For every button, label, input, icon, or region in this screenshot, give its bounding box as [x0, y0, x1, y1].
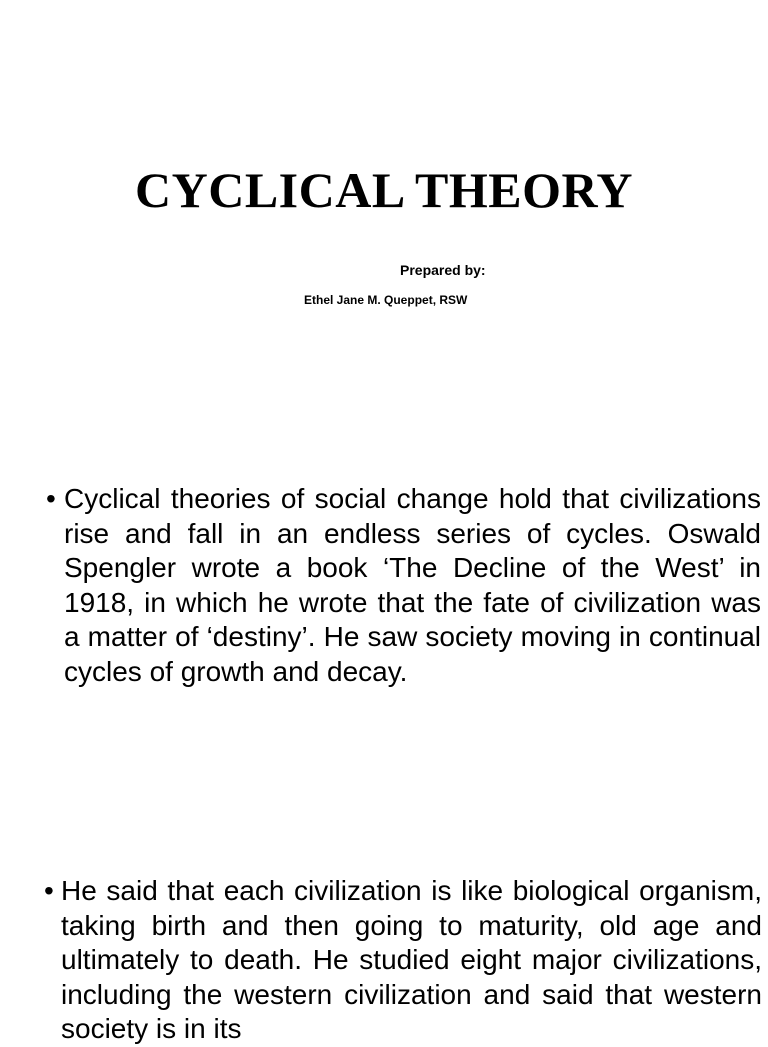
bullet-icon: •: [44, 875, 54, 906]
author-name: Ethel Jane M. Queppet, RSW: [304, 293, 468, 307]
bullet-text: Cyclical theories of social change hold that civilizations rise and fall in an endless series of cycles. Oswald Spengler wrote a book ‘The Decline of the West’ in 1918, in which he wrote that the fate of civilization was a matter of ‘destiny’. He saw society moving in continual cycles of growth and decay.: [64, 483, 761, 687]
bullet-item: [46, 482, 768, 732]
content-slide: [0, 434, 768, 1045]
bullet-icon: •: [46, 483, 56, 514]
slide-title: CYCLICAL THEORY: [135, 162, 633, 218]
bullet-text: He said that each civilization is like biological organism, taking birth and then going to maturity, old age and ultimately to death. He studied eight major civilizations, including the western civilization and said that western society is in its: [61, 875, 762, 1045]
bullet-item: [44, 874, 768, 1045]
prepared-by-label: Prepared by:: [400, 262, 486, 278]
title-slide: [0, 0, 768, 434]
